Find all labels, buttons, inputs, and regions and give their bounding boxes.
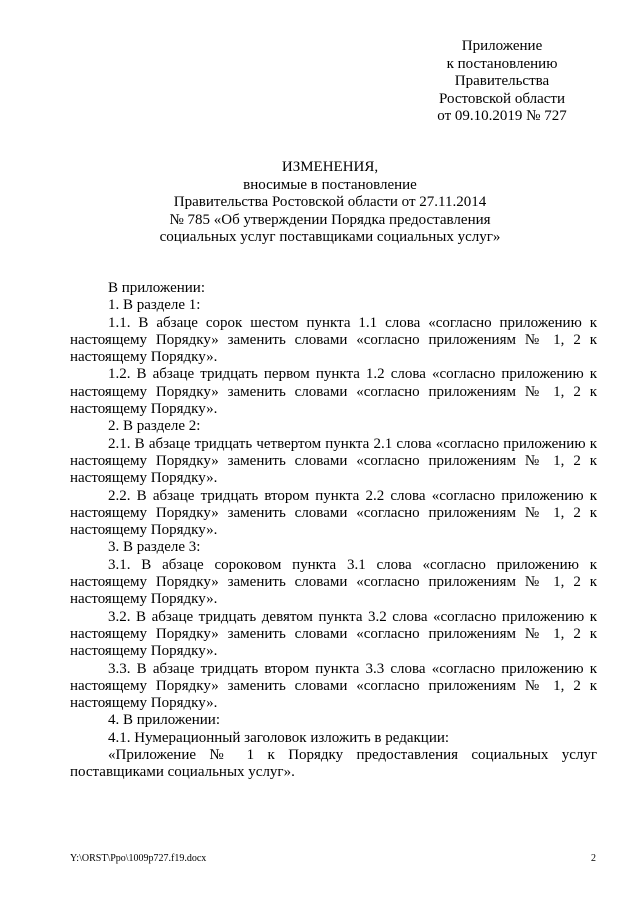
document-title	[110, 159, 550, 247]
title-line: Правительства Ростовской области от 27.11.2014	[173, 194, 487, 211]
amendment-paragraph: 2.1. В абзаце тридцать четвертом пункта 2.1 слова «согласно приложению к настоящему Порядку» заменить словами «согласно приложениям № 1, 2 к настоящему Порядку».	[70, 435, 597, 487]
title-line: социальных услуг поставщиками социальных услуг»	[159, 229, 501, 246]
section-heading: 4. В приложении:	[108, 712, 220, 729]
appendix-reference	[402, 38, 602, 126]
document-body	[70, 280, 597, 782]
section-heading: 2. В разделе 2:	[108, 418, 201, 435]
appendix-line: Приложение	[461, 38, 543, 54]
amendment-paragraph: 3.3. В абзаце тридцать втором пункта 3.3 слова «согласно приложению к настоящему Порядку» заменить словами «согласно приложениям № 1, 2 к настоящему Порядку».	[70, 660, 597, 712]
amendment-paragraph: 3.1. В абзаце сороковом пункта 3.1 слова «согласно приложению к настоящему Порядку» заменить словами «согласно приложениям № 1, 2 к настоящему Порядку».	[70, 556, 597, 608]
amendment-paragraph: «Приложение № 1 к Порядку предоставления социальных услуг поставщиками социальных услуг».	[70, 747, 597, 781]
footer-file-path: Y:\ORST\Ppo\1009p727.f19.docx	[70, 853, 207, 864]
footer-page-number: 2	[591, 853, 596, 864]
appendix-line: к постановлению	[446, 55, 558, 72]
appendix-line: Правительства	[454, 73, 550, 89]
title-line: № 785 «Об утверждении Порядка предоставления	[169, 211, 491, 228]
title-heading: ИЗМЕНЕНИЯ,	[281, 159, 379, 175]
amendment-paragraph: 1.1. В абзаце сорок шестом пункта 1.1 слова «согласно приложению к настоящему Порядку» заменить словами «согласно приложениям № 1, 2 к настоящему Порядку».	[70, 314, 597, 366]
section-heading: 1. В разделе 1:	[108, 297, 201, 314]
amendment-paragraph: 3.2. В абзаце тридцать девятом пункта 3.2 слова «согласно приложению к настоящему Порядку» заменить словами «согласно приложениям № 1, 2 к настоящему Порядку».	[70, 608, 597, 660]
title-line: вносимые в постановление	[243, 176, 417, 193]
section-heading: 3. В разделе 3:	[108, 539, 201, 556]
appendix-line: от 09.10.2019 № 727	[437, 108, 567, 124]
section-heading: В приложении:	[108, 280, 205, 296]
amendment-paragraph: 4.1. Нумерационный заголовок изложить в редакции:	[108, 729, 450, 746]
amendment-paragraph: 1.2. В абзаце тридцать первом пункта 1.2 слова «согласно приложению к настоящему Порядку» заменить словами «согласно приложениям № 1, 2 к настоящему Порядку».	[70, 366, 597, 418]
appendix-line: Ростовской области	[439, 90, 565, 107]
amendment-paragraph: 2.2. В абзаце тридцать втором пункта 2.2 слова «согласно приложению к настоящему Порядку» заменить словами «согласно приложениям № 1, 2 к настоящему Порядку».	[70, 487, 597, 539]
